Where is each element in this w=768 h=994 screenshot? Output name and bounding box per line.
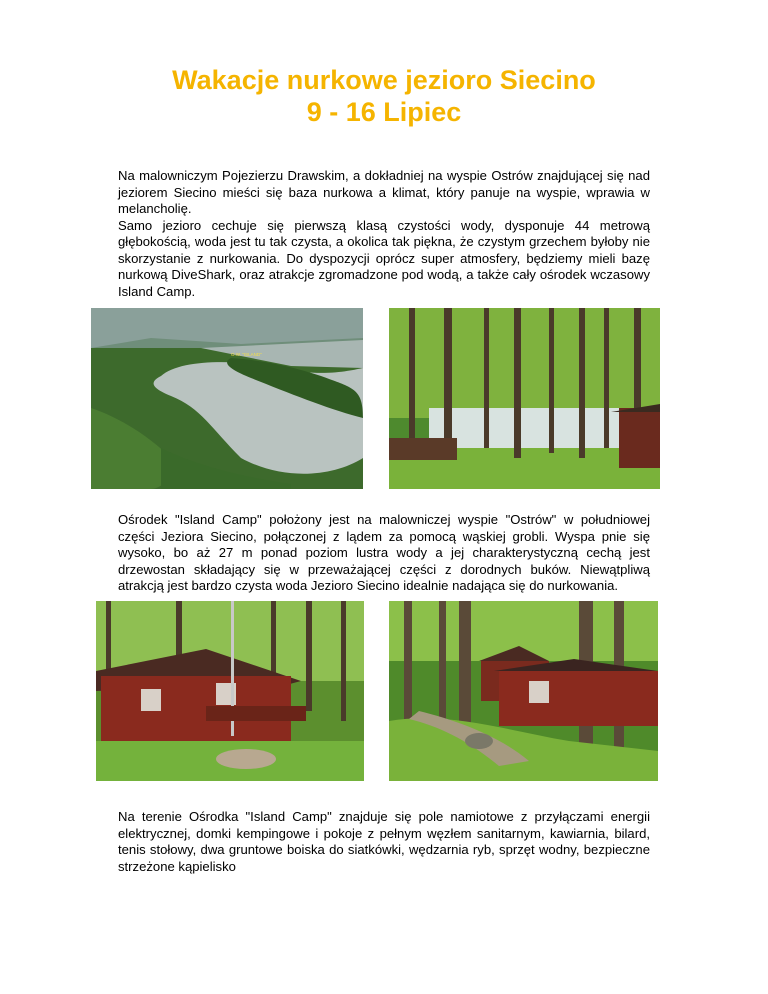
aerial-photo-label: O.W. "ISLAND"	[231, 352, 262, 357]
intro-text	[118, 168, 650, 300]
page-title	[0, 64, 768, 128]
intro-paragraph-2: Samo jezioro cechuje się pierwszą klasą czystości wody, dysponuje 44 metrową głębokością, woda jest tu tak czysta, a okolica tak piękna, że czystym grzechem byłoby nie skorzystanie z nurkowania. Do dyspozycji oprócz super atmosfery, będziemy mieli bazę nurkową DiveShark, oraz atrakcje zgromadzone pod wodą, a także cały ośrodek wczasowy Island Camp.	[118, 217, 650, 299]
forest-path-photo	[389, 601, 658, 781]
camp-description: Ośrodek "Island Camp" położony jest na malowniczej wyspie "Ostrów" w południowej części Jeziora Siecino, połączonej z lądem za pomocą wąskiej grobli. Wyspa pnie się wysoko, bo aż 27 m ponad poziom lustra wody a jej charakterystyczną cechą jest drzewostan składający się w przeważającej części z dorodnych buków. Niewątpliwą atrakcją jest bardzo czysta woda Jezioro Siecino idealnie nadająca się do nurkowania.	[118, 512, 650, 593]
aerial-lake-photo	[91, 308, 363, 489]
facilities-description: Na terenie Ośrodka "Island Camp" znajduje się pole namiotowe z przyłączami energii elektrycznej, domki kempingowe i pokoje z pełnym węzłem sanitarnym, kawiarnia, bilard, tenis stołowy, dwa gruntowe boiska do siatkówki, wędzarnia ryb, sprzęt wodny, bezpieczne strzeżone kąpielisko	[118, 809, 650, 874]
title-line-1: Wakacje nurkowe jezioro Siecino	[172, 65, 596, 95]
title-line-2: 9 - 16 Lipiec	[306, 97, 462, 127]
forest-cabin-photo	[389, 308, 660, 489]
intro-paragraph-1: Na malowniczym Pojezierzu Drawskim, a dokładniej na wyspie Ostrów znajdującej się nad jeziorem Siecino mieści się baza nurkowa a klimat, który panuje na wyspie, wprawia w melancholię.	[118, 168, 650, 216]
cabin-photo	[96, 601, 364, 781]
